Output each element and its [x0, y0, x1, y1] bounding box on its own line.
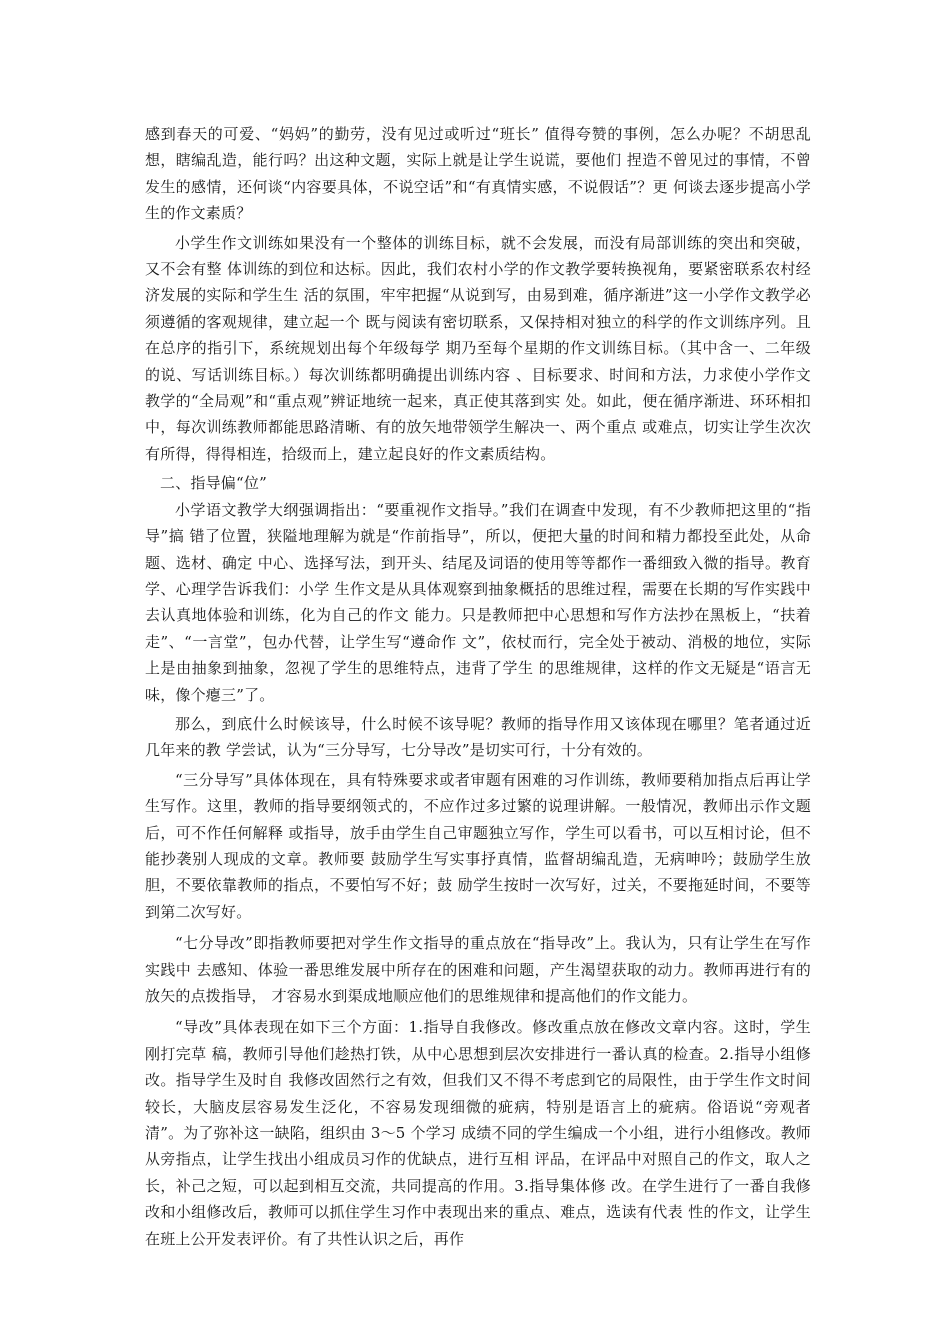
paragraph-intro-continuation: 感到春天的可爱、“妈妈”的勤劳，没有见过或听过“班长” 值得夸赞的事例，怎么办呢？不胡思乱想，瞎编乱造，能行吗？出这种文题，实际上就是让学生说谎，要他们 捏造不曾见过的事情，不曾发生的感情，还何谈“内容要具体，不说空话”和“有真情实感，不说假话”？更 何谈去逐步提高小学生的作文素质？	[145, 125, 811, 223]
paragraph-three-parts-writing: “三分导写”具体体现在，具有特殊要求或者审题有困难的习作训练，教师要稍加指点后再让学生写作。这里，教师的指导要纲领式的，不应作过多过繁的说理讲解。一般情况，教师出示作文题后，可不作任何解释 或指导，放手由学生自己审题独立写作，学生可以看书，可以互相讨论，但不能抄袭别人现成的文章。教师要 鼓励学生写实事抒真情，监督胡编乱造，无病呻吟；鼓励学生放胆，不要依靠教师的指点，不要怕写不好；鼓 励学生按时一次写好，过关，不要拖延时间，不要等到第二次写好。	[145, 770, 811, 921]
section-heading-guidance: 二、指导偏“位”	[160, 474, 267, 493]
paragraph-guidance-problem: 小学语文教学大纲强调指出：“要重视作文指导。”我们在调查中发现，有不少教师把这里的“指导”搞 错了位置，狭隘地理解为就是“作前指导”，所以，便把大量的时间和精力都投至此处，从命题、选材、确定 中心、选择写法，到开头、结尾及词语的使用等等都作一番细致入微的指导。教育学、心理学告诉我们：小学 生作文是从具体观察到抽象概括的思维过程，需要在长期的写作实践中去认真地体验和训练，化为自己的作文 能力。只是教师把中心思想和写作方法抄在黑板上，“扶着走”、“一言堂”，包办代替，让学生写“遵命作 文”，依杖而行，完全处于被动、消极的地位，实际上是由抽象到抽象，忽视了学生的思维特点，违背了学生 的思维规律，这样的作文无疑是“语言无味，像个瘪三”了。	[145, 500, 811, 704]
paragraph-training-goals: 小学生作文训练如果没有一个整体的训练目标，就不会发展，而没有局部训练的突出和突破，又不会有整 体训练的到位和达标。因此，我们农村小学的作文教学要转换视角，要紧密联系农村经济发展的实际和学生生 活的氛围，牢牢把握“从说到写，由易到难，循序渐进”这一小学作文教学必须遵循的客观规律，建立起一个 既与阅读有密切联系，又保持相对独立的科学的作文训练序列。且在总序的指引下，系统规划出每个年级每学 期乃至每个星期的作文训练目标。（其中含一、二年级的说、写话训练目标。）每次训练都明确提出训练内容 、目标要求、时间和方法，力求使小学作文教学的“全局观”和“重点观”辨证地统一起来，真正使其落到实 处。如此，便在循序渐进、环环相扣中，每次训练教师都能思路清晰、有的放矢地带领学生解决一、两个重点 或难点，切实让学生次次有所得，得得相连，拾级而上，建立起良好的作文素质结构。	[145, 233, 811, 463]
paragraph-when-to-guide: 那么，到底什么时候该导，什么时候不该导呢？教师的指导作用又该体现在哪里？笔者通过近几年来的教 学尝试，认为“三分导写，七分导改”是切实可行，十分有效的。	[145, 714, 811, 760]
paragraph-revision-methods: “导改”具体表现在如下三个方面：1.指导自我修改。修改重点放在修改文章内容。这时，学生刚打完草 稿，教师引导他们趁热打铁，从中心思想到层次安排进行一番认真的检查。2.指导小组修改。指导学生及时自 我修改固然行之有效，但我们又不得不考虑到它的局限性，由于学生作文时间较长，大脑皮层容易发生泛化，不容易发现细微的疵病，特别是语言上的疵病。俗语说“旁观者清”。为了弥补这一缺陷，组织由 3～5 个学习 成绩不同的学生编成一个小组，进行小组修改。教师从旁指点，让学生找出小组成员习作的优缺点，进行互相 评品，在评品中对照自己的作文，取人之长，补己之短，可以起到相互交流，共同提高的作用。3.指导集体修 改。在学生进行了一番自我修改和小组修改后，教师可以抓住学生习作中表现出来的重点、难点，选读有代表 性的作文，让学生在班上公开发表评价。有了共性认识之后，再作	[145, 1018, 811, 1248]
document-page	[145, 121, 811, 1252]
paragraph-seven-parts-revision: “七分导改”即指教师要把对学生作文指导的重点放在“指导改”上。我认为，只有让学生在写作实践中 去感知、体验一番思维发展中所存在的困难和问题，产生渴望获取的动力。教师再进行有的放矢的点拨指导， 才容易水到渠成地顺应他们的思维规律和提高他们的作文能力。	[145, 934, 811, 1005]
